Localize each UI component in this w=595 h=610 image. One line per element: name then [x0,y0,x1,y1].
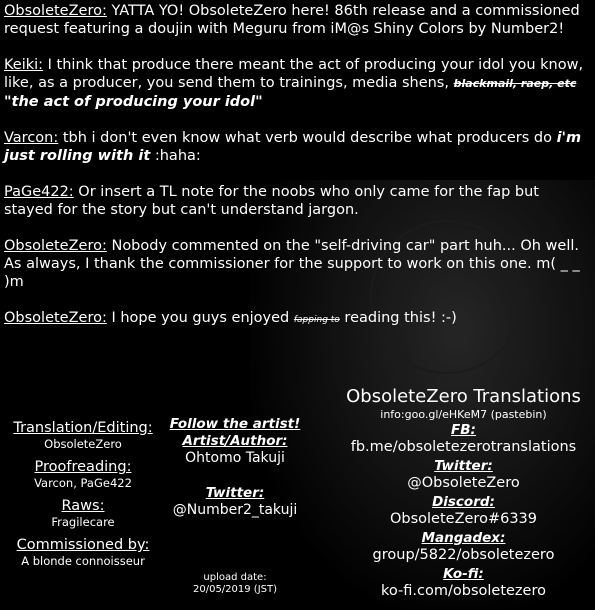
note-text: i'm just rolling with it [4,130,582,164]
group-name: ObsoleteZero Translations [346,386,581,407]
translation-header: Translation/Editing: [13,420,153,436]
fb-header: FB: [451,422,476,438]
raws-value: Fragilecare [51,515,115,529]
note-text: "the act of producing your idol" [4,94,263,110]
author-value: Ohtomo Takuji [185,450,285,466]
note-text: tbh i don't even know what verb would describe what producers do [58,130,557,146]
upload-date-label: upload date: [203,572,267,583]
note-paragraph [4,237,591,291]
artist-twitter-value: @Number2_takuji [172,502,298,518]
note-paragraph [4,129,591,165]
note-text: reading this! :-) [339,310,457,326]
fb-link[interactable]: fb.me/obsoletezerotranslations [350,439,577,455]
speaker-name: ObsoleteZero: [4,3,107,19]
note-text: blackmail, raep, etc [453,77,577,90]
upload-date [160,572,310,596]
proofreading-header: Proofreading: [34,459,132,475]
author-header: Artist/Author: [182,433,288,449]
artist-credits [160,416,310,523]
speaker-name: Varcon: [4,130,59,146]
twitter-header: Twitter: [434,458,493,474]
raws-header: Raws: [61,498,105,514]
speaker-name: ObsoleteZero: [4,310,107,326]
translator-notes [4,2,591,347]
follow-artist-label: Follow the artist! [169,416,301,432]
note-paragraph [4,2,591,38]
commissioned-value: A blonde connoisseur [21,554,145,568]
mangadex-link[interactable]: group/5822/obsoletezero [372,547,555,563]
group-info-link[interactable]: info:goo.gl/eHKeM7 (pastebin) [380,408,547,421]
kofi-link[interactable]: ko-fi.com/obsoletezero [381,583,546,599]
staff-credits [8,420,158,576]
mangadex-header: Mangadex: [421,530,506,546]
note-text: fapping to [293,315,340,325]
discord-header: Discord: [432,494,495,510]
note-paragraph [4,56,591,111]
note-text: YATTA YO! ObsoleteZero here! 86th release and a commissioned request featuring a doujin with Meguru from iM@s Shiny Colors by Number2! [4,3,580,37]
note-paragraph [4,183,591,219]
commissioned-header: Commissioned by: [16,537,150,553]
note-text: I hope you guys enjoyed [106,310,294,326]
translation-value: ObsoleteZero [44,437,122,451]
kofi-header: Ko-fi: [443,566,484,582]
twitter-link[interactable]: @ObsoleteZero [407,475,520,491]
proofreading-value: Varcon, PaGe422 [34,476,132,490]
artist-twitter-header: Twitter: [205,485,265,501]
note-paragraph [4,309,591,329]
upload-date-value: 20/05/2019 (JST) [192,584,278,595]
note-text: I think that produce there meant the act of producing your idol you know, like, as a producer, you send them to trainings, media shens, [4,57,584,91]
note-text: :haha: [150,148,201,164]
group-credits [336,386,591,602]
speaker-name: Keiki: [4,57,44,73]
speaker-name: PaGe422: [4,184,74,200]
speaker-name: ObsoleteZero: [4,238,107,254]
note-text: Nobody commented on the "self-driving car" part huh... Oh well. As always, I thank the commissioner for the support to work on this one. m( _ _ )m [4,238,580,290]
discord-link[interactable]: ObsoleteZero#6339 [389,511,538,527]
note-text: Or insert a TL note for the noobs who only came for the fap but stayed for the story but can't understand jargon. [4,184,539,218]
